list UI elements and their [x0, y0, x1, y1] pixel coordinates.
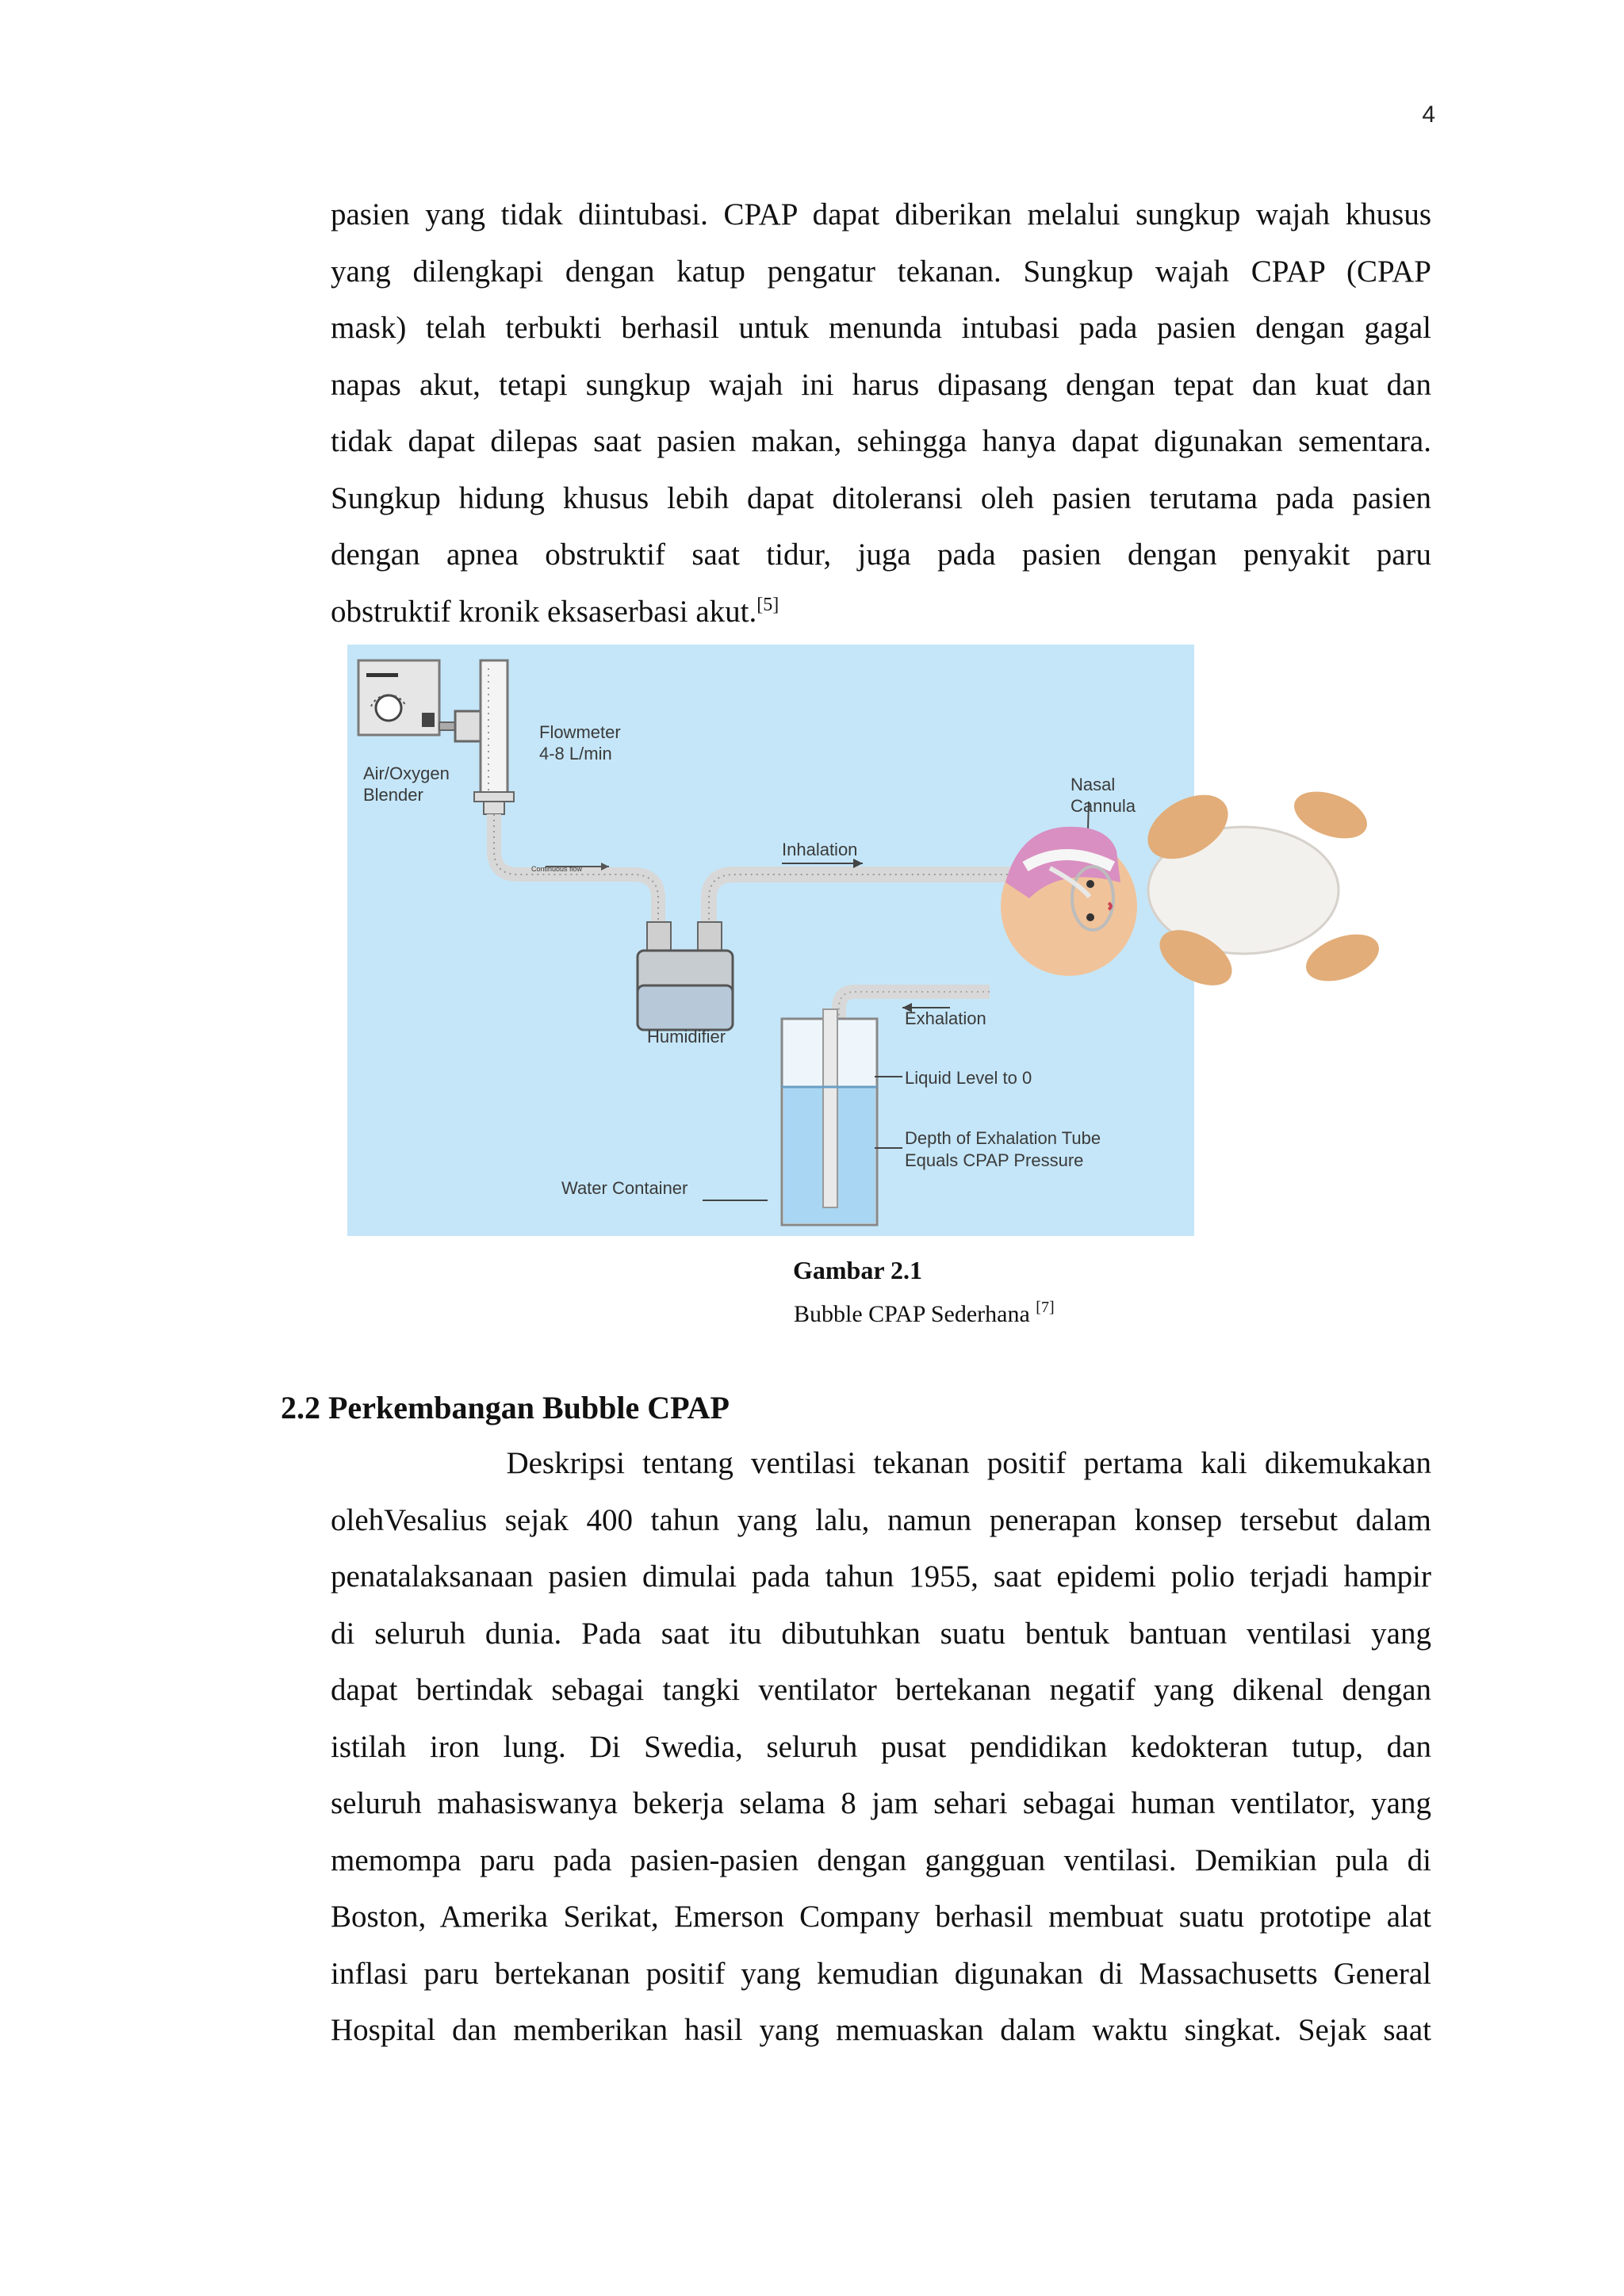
text-line: memompa paru pada pasien-pasien dengan gangguan ventilasi. Demikian pula di — [331, 1843, 1431, 1877]
flowmeter-rate-label: 4-8 L/min — [539, 744, 612, 763]
text-line: Hospital dan memberikan hasil yang memuaskan dalam waktu singkat. Sejak saat — [331, 2013, 1431, 2047]
blender-label-line2: Blender — [363, 785, 423, 805]
nasal-cannula-label: Nasal — [1071, 775, 1116, 794]
text-line: Deskripsi tentang ventilasi tekanan positif pertama kali dikemukakan — [331, 1446, 1431, 1480]
humidifier-label: Humidifier — [647, 1027, 726, 1047]
depth-label: Depth of Exhalation Tube — [905, 1128, 1101, 1148]
humidifier-icon — [638, 922, 733, 1030]
page-number: 4 — [1422, 101, 1435, 128]
depth-label-line2: Equals CPAP Pressure — [905, 1150, 1084, 1170]
paragraph-cpap-mask — [331, 186, 1431, 640]
bubble-cpap-diagram — [347, 645, 1410, 1236]
text-line: penatalaksanaan pasien dimulai pada tahun 1955, saat epidemi polio terjadi hampir — [331, 1559, 1431, 1594]
exhalation-label: Exhalation — [905, 1008, 986, 1028]
text-line: napas akut, tetapi sungkup wajah ini harus dipasang dengan tepat dan kuat dan — [331, 367, 1431, 402]
inhalation-tube-icon — [709, 868, 1050, 925]
text-line: di seluruh dunia. Pada saat itu dibutuhkan suatu bentuk bantuan ventilasi yang — [331, 1616, 1431, 1651]
text-line: dengan apnea obstruktif saat tidur, juga pada pasien dengan penyakit paru — [331, 538, 1431, 572]
figure-caption-title: Gambar 2.1 — [793, 1256, 922, 1284]
infant-photo — [1001, 782, 1385, 997]
continuous-flow-label: Continuous flow — [531, 865, 583, 873]
text-line: mask) telah terbukti berhasil untuk menunda intubasi pada pasien dengan gagal — [331, 311, 1431, 345]
nasal-cannula-label-line2: Cannula — [1071, 796, 1136, 816]
text-line: istilah iron lung. Di Swedia, seluruh pusat pendidikan kedokteran tutup, dan — [331, 1729, 1431, 1764]
bubble-cpap-figure — [347, 645, 1194, 1236]
air-oxygen-blender-icon — [358, 660, 481, 741]
section-heading: 2.2 Perkembangan Bubble CPAP — [281, 1390, 730, 1425]
citation-ref: [5] — [756, 594, 779, 615]
citation-ref: [7] — [1036, 1299, 1055, 1316]
text-line: olehVesalius sejak 400 tahun yang lalu, namun penerapan konsep tersebut dalam — [331, 1502, 1431, 1537]
flowmeter-icon — [474, 660, 514, 814]
blender-label: Air/Oxygen — [363, 763, 450, 783]
paragraph-bubble-cpap-history — [331, 1435, 1431, 2059]
text-line: yang dilengkapi dengan katup pengatur tekanan. Sungkup wajah CPAP (CPAP — [331, 254, 1431, 289]
text-line: inflasi paru bertekanan positif yang kemudian digunakan di Massachusetts General — [331, 1956, 1431, 1991]
figure-caption-text: Bubble CPAP Sederhana — [794, 1301, 1030, 1327]
text-line: pasien yang tidak diintubasi. CPAP dapat diberikan melalui sungkup wajah khusus — [331, 197, 1431, 232]
text-line: seluruh mahasiswanya bekerja selama 8 jam sehari sebagai human ventilator, yang — [331, 1786, 1431, 1820]
text-line: Sungkup hidung khusus lebih dapat ditoleransi oleh pasien terutama pada pasien — [331, 480, 1431, 515]
liquid-level-label: Liquid Level to 0 — [905, 1068, 1032, 1088]
flowmeter-label: Flowmeter — [539, 722, 621, 742]
text-line: Boston, Amerika Serikat, Emerson Company berhasil membuat suatu prototipe alat — [331, 1900, 1431, 1934]
text-line-content: obstruktif kronik eksaserbasi akut. — [331, 594, 757, 629]
text-line — [331, 584, 1431, 641]
water-container-icon — [782, 1009, 877, 1225]
text-line: dapat bertindak sebagai tangki ventilator bertekanan negatif yang dikenal dengan — [331, 1673, 1431, 1707]
water-container-label: Water Container — [561, 1178, 688, 1198]
text-line: tidak dapat dilepas saat pasien makan, sehingga hanya dapat digunakan sementara. — [331, 424, 1431, 458]
figure-caption-subtitle — [794, 1301, 1055, 1328]
inhalation-label: Inhalation — [782, 840, 858, 859]
